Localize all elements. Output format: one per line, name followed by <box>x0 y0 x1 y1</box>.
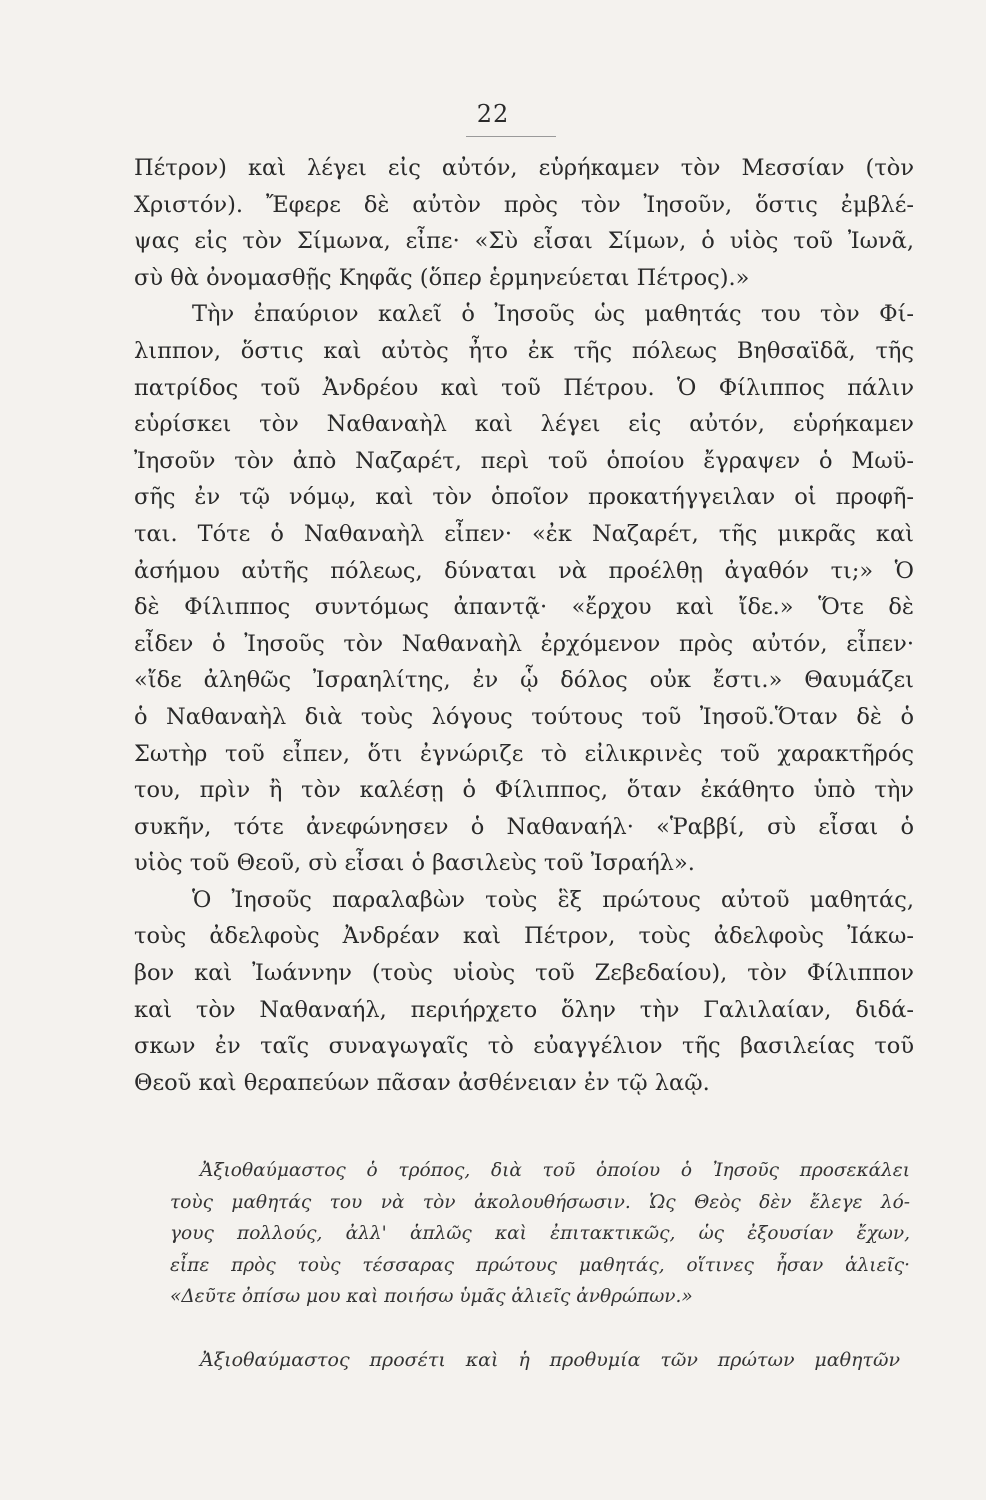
text-line: Ὁ Ἰησοῦς παραλαβὼν τοὺς ἓξ πρώτους αὐτοῦ μαθητάς, <box>192 886 914 913</box>
footnote-line: Ἀξιοθαύμαστος προσέτι καὶ ἡ προθυμία τῶν πρώτων μαθητῶν <box>200 1349 900 1371</box>
text-line: ὁ Ναθαναὴλ διὰ τοὺς λόγους τούτους τοῦ Ἰησοῦ.Ὅταν δὲ ὁ <box>134 703 914 730</box>
footnote-continuation <box>200 1345 900 1376</box>
footnote-line: εἶπε πρὸς τοὺς τέσσαρας πρώτους μαθητάς, οἵτινες ἦσαν ἁλιεῖς· <box>170 1254 910 1276</box>
text-line: Χριστόν). Ἔφερε δὲ αὐτὸν πρὸς τὸν Ἰησοῦν, ὅστις ἐμβλέ- <box>134 191 914 218</box>
main-text <box>134 150 914 1101</box>
text-line: Τὴν ἐπαύριον καλεῖ ὁ Ἰησοῦς ὡς μαθητάς του τὸν Φί- <box>192 301 914 328</box>
header-rule <box>466 136 556 137</box>
text-line: δὲ Φίλιππος συντόμως ἀπαντᾷ· «ἔρχου καὶ ἴδε.» Ὅτε δὲ <box>134 594 914 621</box>
text-line: ται. Τότε ὁ Ναθαναὴλ εἶπεν· «ἐκ Ναζαρέτ, τῆς μικρᾶς καὶ <box>134 520 914 547</box>
text-line: ἀσήμου αὐτῆς πόλεως, δύναται νὰ προέλθῃ ἀγαθόν τι;» Ὁ <box>134 557 914 584</box>
text-line: υἱὸς τοῦ Θεοῦ, σὺ εἶσαι ὁ βασιλεὺς τοῦ Ἰσραήλ». <box>134 850 695 877</box>
text-line: πατρίδος τοῦ Ἀνδρέου καὶ τοῦ Πέτρου. Ὁ Φίλιππος πάλιν <box>134 374 914 401</box>
footnote-line: «Δεῦτε ὀπίσω μου καὶ ποιήσω ὑμᾶς ἁλιεῖς ἀνθρώπων.» <box>170 1286 693 1307</box>
text-line: σκων ἐν ταῖς συναγωγαῖς τὸ εὐαγγέλιον τῆς βασιλείας τοῦ <box>134 1033 914 1060</box>
text-line: βον καὶ Ἰωάννην (τοὺς υἱοὺς τοῦ Ζεβεδαίου), τὸν Φίλιππον <box>134 960 914 987</box>
text-line: συκῆν, τότε ἀνεφώνησεν ὁ Ναθαναήλ· «Ῥαββί, σὺ εἶσαι ὁ <box>134 813 914 840</box>
text-line: λιππον, ὅστις καὶ αὐτὸς ἦτο ἐκ τῆς πόλεως Βηθσαϊδᾶ, τῆς <box>134 337 914 364</box>
text-line: τοὺς ἀδελφοὺς Ἀνδρέαν καὶ Πέτρον, τοὺς ἀδελφοὺς Ἰάκω- <box>134 923 914 950</box>
text-line: «ἴδε ἀληθῶς Ἰσραηλίτης, ἐν ᾧ δόλος οὐκ ἔστι.» Θαυμάζει <box>134 667 914 694</box>
text-line: Πέτρον) καὶ λέγει εἰς αὐτόν, εὑρήκαμεν τὸν Μεσσίαν (τὸν <box>134 155 914 181</box>
text-line: ψας εἰς τὸν Σίμωνα, εἶπε· «Σὺ εἶσαι Σίμων, ὁ υἱὸς τοῦ Ἰωνᾶ, <box>134 228 914 255</box>
footnote-line: Ἀξιοθαύμαστος ὁ τρόπος, διὰ τοῦ ὁποίου ὁ Ἰησοῦς προσεκάλει <box>200 1160 910 1181</box>
text-line: Σωτὴρ τοῦ εἶπεν, ὅτι ἐγνώριζε τὸ εἰλικρινὲς τοῦ χαρακτῆρός <box>134 740 914 767</box>
text-line: Θεοῦ καὶ θεραπεύων πᾶσαν ἀσθένειαν ἐν τῷ λαῷ. <box>134 1069 710 1096</box>
page-number: 22 <box>476 100 510 128</box>
text-line: καὶ τὸν Ναθαναήλ, περιήρχετο ὅλην τὴν Γαλιλαίαν, διδά- <box>134 996 914 1023</box>
footnote-line: γους πολλούς, ἀλλ' ἁπλῶς καὶ ἐπιτακτικῶς, ὡς ἐξουσίαν ἔχων, <box>170 1223 910 1244</box>
footnote-line: τοὺς μαθητάς του νὰ τὸν ἀκολουθήσωσιν. Ὡς Θεὸς δὲν ἔλεγε λό- <box>170 1191 910 1213</box>
text-line: του, πρὶν ἢ τὸν καλέσῃ ὁ Φίλιππος, ὅταν ἐκάθητο ὑπὸ τὴν <box>134 777 914 804</box>
text-line: εἶδεν ὁ Ἰησοῦς τὸν Ναθαναὴλ ἐρχόμενον πρὸς αὐτόν, εἶπεν· <box>134 630 914 657</box>
text-line: Ἰησοῦν τὸν ἀπὸ Ναζαρέτ, περὶ τοῦ ὁποίου ἔγραψεν ὁ Μωϋ- <box>134 447 914 474</box>
text-line: σῆς ἐν τῷ νόμῳ, καὶ τὸν ὁποῖον προκατήγγειλαν οἱ προφῆ- <box>134 484 914 511</box>
text-line: εὑρίσκει τὸν Ναθαναὴλ καὶ λέγει εἰς αὐτόν, εὑρήκαμεν <box>134 411 914 438</box>
text-line: σὺ θὰ ὀνομασθῇς Κηφᾶς (ὅπερ ἑρμηνεύεται Πέτρος).» <box>134 264 750 291</box>
footnote <box>170 1155 910 1313</box>
